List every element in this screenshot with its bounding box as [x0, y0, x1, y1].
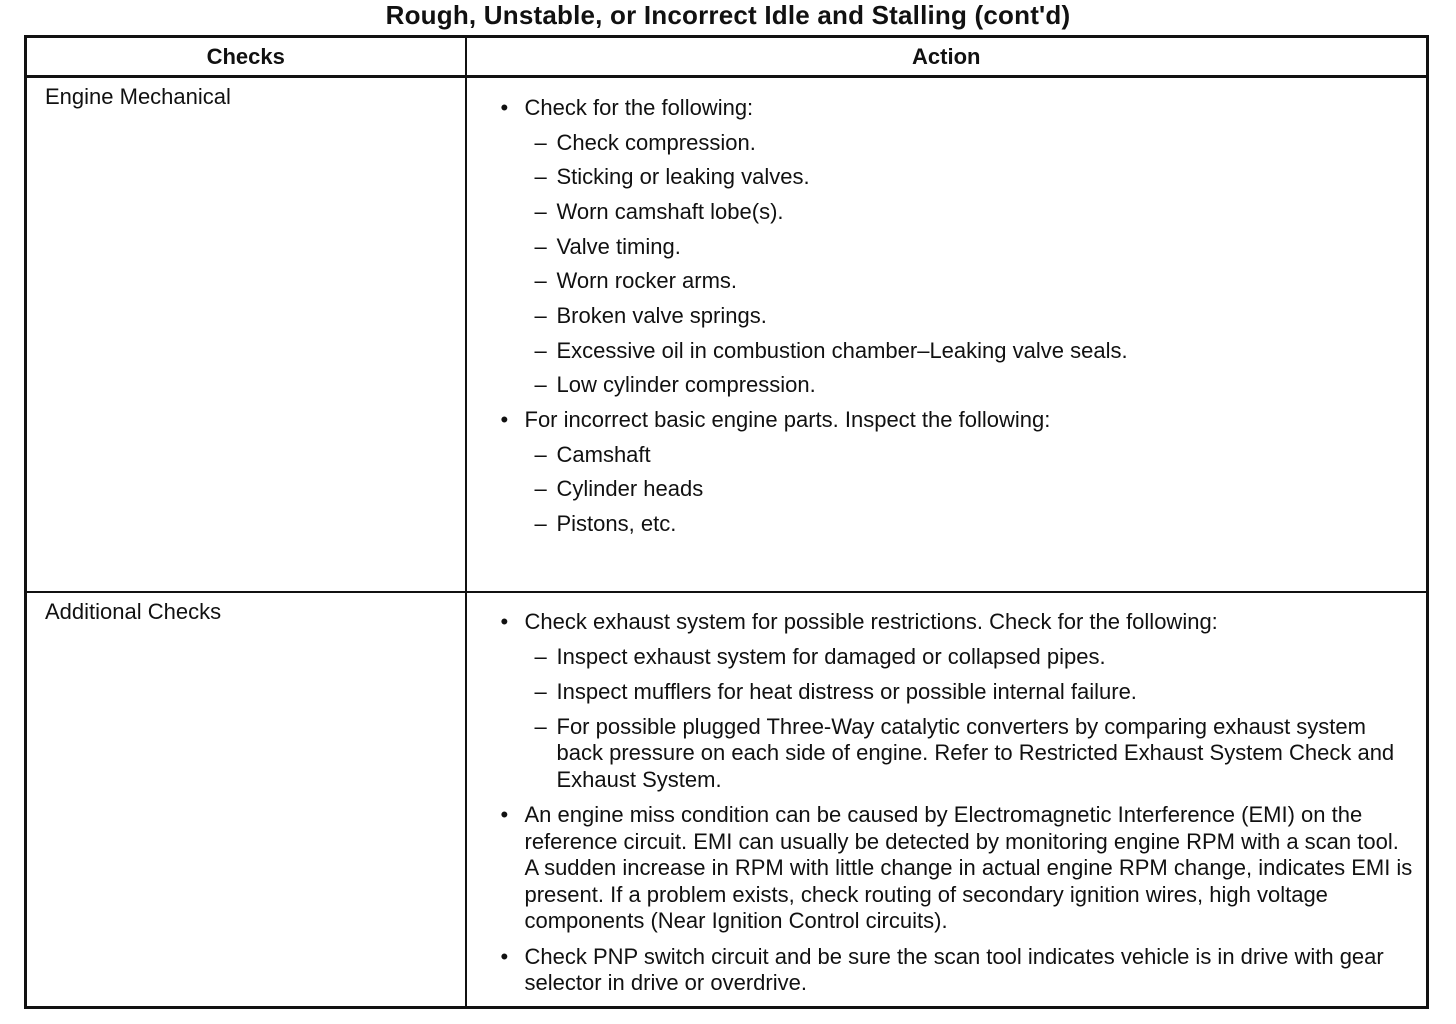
- sub-item: – Inspect exhaust system for damaged or collapsed pipes.: [525, 644, 1417, 671]
- bullet-text: Check exhaust system for possible restrictions. Check for the following:: [524, 609, 1218, 634]
- table-row: [26, 592, 1428, 1007]
- check-label: Additional Checks: [45, 599, 222, 624]
- bullet-item: [501, 944, 1417, 997]
- sub-item: – Excessive oil in combustion chamber–Leaking valve seals.: [525, 338, 1417, 365]
- diagnostic-table: [24, 35, 1429, 1009]
- bullet-list: [501, 609, 1417, 997]
- sub-item: – Sticking or leaking valves.: [525, 164, 1417, 191]
- sub-item: – Worn camshaft lobe(s).: [525, 199, 1417, 226]
- sub-item: – Cylinder heads: [525, 476, 1417, 503]
- bullet-text: An engine miss condition can be caused by Electromagnetic Interference (EMI) on the reference circuit. EMI can usually be detected by monitoring engine RPM with a scan tool. A sudden increase in RPM with little change in actual engine RPM change, indicates EMI is present. If a problem exists, check routing of secondary ignition wires, high voltage components (Near Ignition Control circuits).: [524, 802, 1413, 933]
- sub-item: – Pistons, etc.: [525, 511, 1417, 538]
- page-title: Rough, Unstable, or Incorrect Idle and Stalling (cont'd): [385, 0, 1071, 30]
- bullet-list: [501, 95, 1417, 537]
- check-label: Engine Mechanical: [45, 84, 231, 109]
- sub-item: – For possible plugged Three-Way catalytic converters by comparing exhaust system back pressure on each side of engine. Refer to Restricted Exhaust System Check and Exhaust System.: [525, 714, 1417, 794]
- bullet-text: For incorrect basic engine parts. Inspect the following:: [524, 407, 1051, 432]
- bullet-item: [501, 802, 1417, 935]
- header-action: Action: [466, 37, 1428, 77]
- sub-item: – Broken valve springs.: [525, 303, 1417, 330]
- bullet-item: [501, 609, 1417, 793]
- sub-list: [525, 644, 1417, 794]
- bullet-text: Check for the following:: [524, 95, 754, 120]
- bullet-text: Check PNP switch circuit and be sure the scan tool indicates vehicle is in drive with gear selector in drive or overdrive.: [524, 943, 1384, 995]
- checks-cell: [26, 592, 466, 1007]
- sub-item: – Low cylinder compression.: [525, 372, 1417, 399]
- table-row: [26, 77, 1428, 593]
- table-header-row: [26, 37, 1428, 77]
- sub-item: – Worn rocker arms.: [525, 268, 1417, 295]
- checks-cell: [26, 77, 466, 593]
- bullet-item: [501, 407, 1417, 537]
- bullet-item: [501, 95, 1417, 399]
- sub-item: – Inspect mufflers for heat distress or possible internal failure.: [525, 679, 1417, 706]
- sub-list: [525, 130, 1417, 399]
- sub-item: – Valve timing.: [525, 234, 1417, 261]
- sub-item: – Check compression.: [525, 130, 1417, 157]
- sub-list: [525, 442, 1417, 538]
- sub-item: – Camshaft: [525, 442, 1417, 469]
- action-cell: [466, 77, 1428, 593]
- action-cell: [466, 592, 1428, 1007]
- header-checks: Checks: [26, 37, 466, 77]
